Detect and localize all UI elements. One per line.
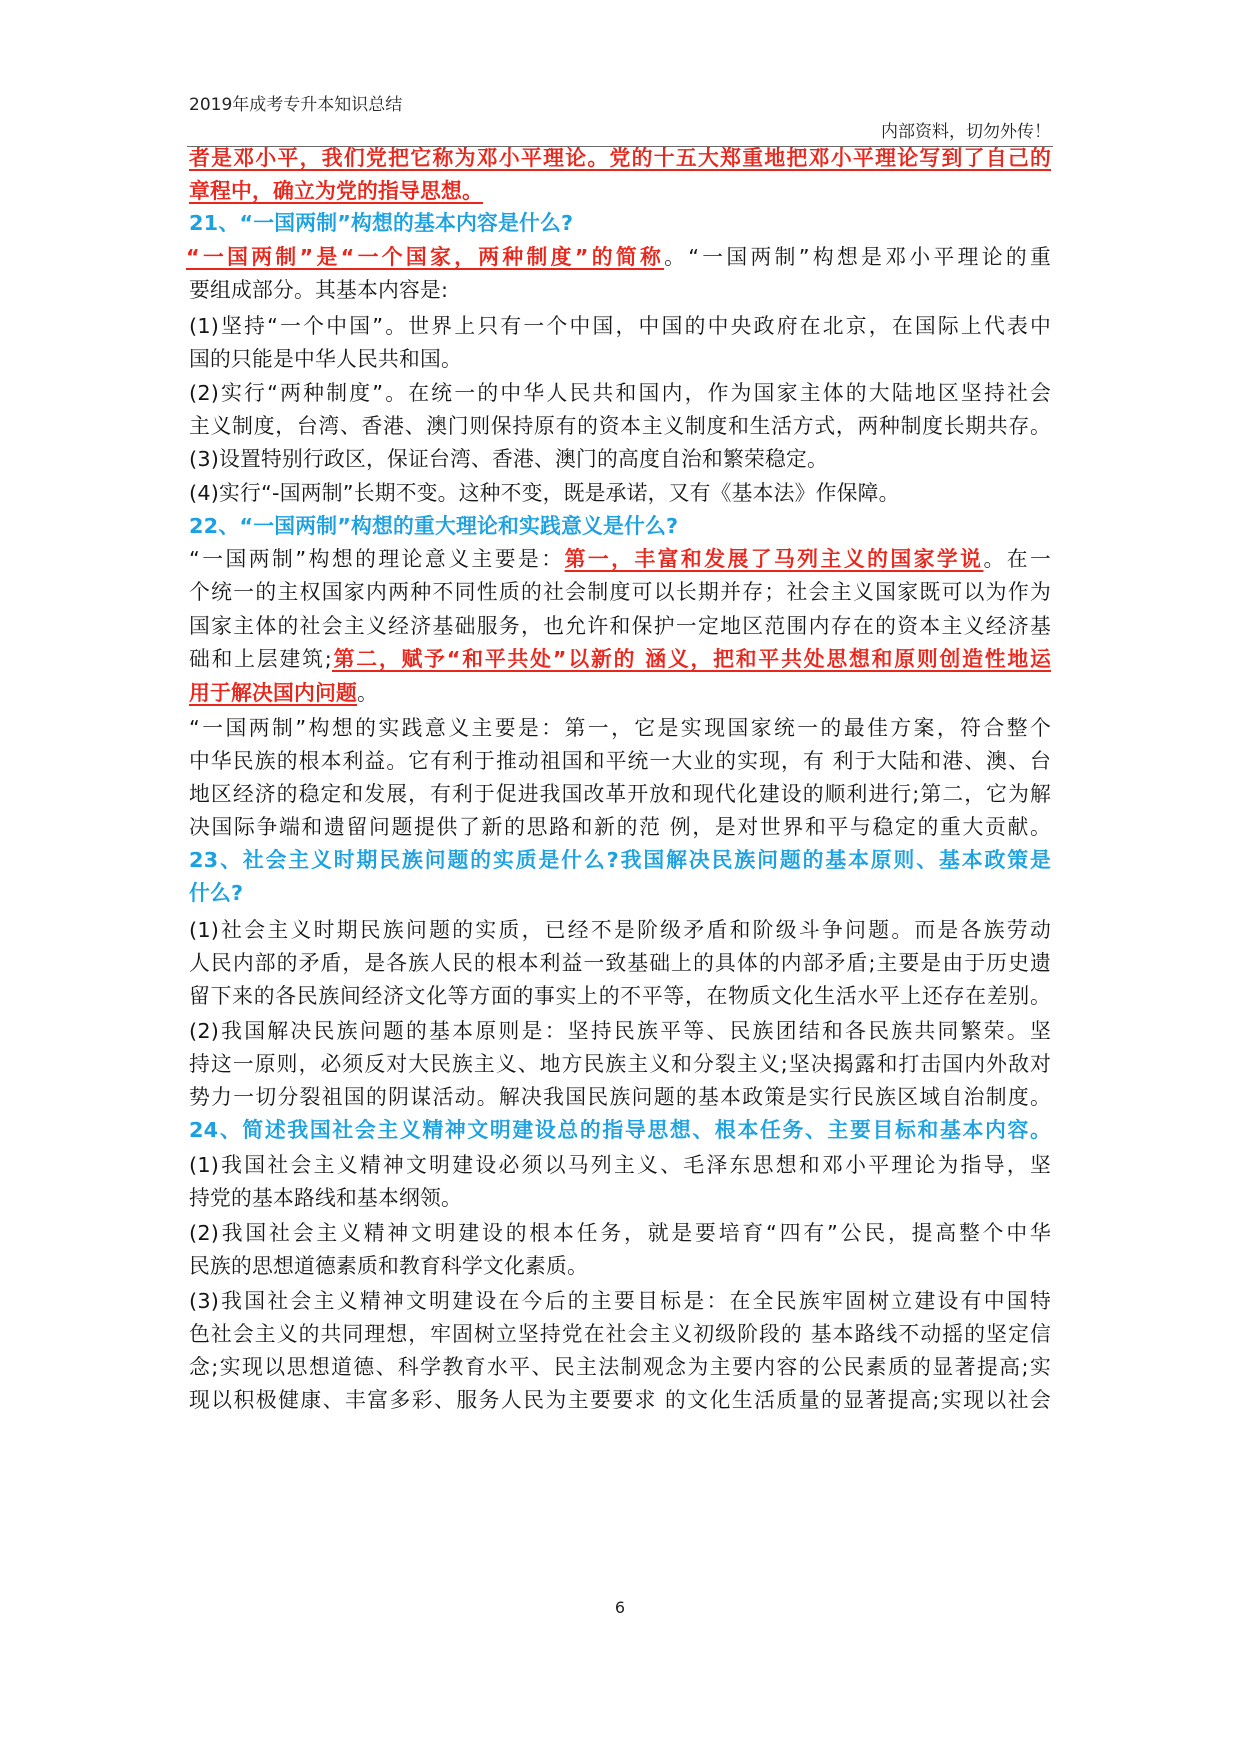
question-heading-23: 23、社会主义时期民族问题的实质是什么?我国解决民族问题的基本原则、基本政策是 [189, 848, 1051, 872]
question-heading-22: 22、“一国两制”构想的重大理论和实践意义是什么? [189, 514, 679, 538]
body-line: 国的只能是中华人民共和国。 [189, 347, 462, 371]
question-heading-23-cont: 什么? [189, 881, 244, 905]
list-item: (1)我国社会主义精神文明建设必须以马列主义、毛泽东思想和邓小平理论为指导，坚 [189, 1153, 1051, 1177]
page-number: 6 [614, 1598, 626, 1617]
red-emphasis: 第二，赋予“和平共处”以新的 涵义，把和平共处思想和原则创造性地运 [332, 647, 1051, 671]
list-item: (1)坚持“一个中国”。世界上只有一个中国，中国的中央政府在北京，在国际上代表中 [189, 314, 1051, 338]
red-emphasis: 用于解决国内问题 [189, 681, 357, 705]
body-line: 持党的基本路线和基本纲领。 [189, 1186, 462, 1210]
body-line: 决国际争端和遗留问题提供了新的思路和新的范 例，是对世界和平与稳定的重大贡献。 [189, 815, 1051, 839]
list-item: (2)我国社会主义精神文明建设的根本任务，就是要培育“四有”公民，提高整个中华 [189, 1221, 1051, 1245]
body-line: 础和上层建筑;第二，赋予“和平共处”以新的 涵义，把和平共处思想和原则创造性地运 [189, 647, 1051, 671]
list-item: (4)实行“-国两制”长期不变。这种不变，既是承诺，又有《基本法》作保障。 [189, 481, 900, 505]
body-line: 主义制度，台湾、香港、澳门则保持原有的资本主义制度和生活方式，两种制度长期共存。 [189, 414, 1051, 438]
body-line: 要组成部分。其基本内容是: [189, 278, 449, 302]
red-emphasis: 第一，丰富和发展了马列主义的国家学说 [564, 547, 984, 571]
body-line: 色社会主义的共同理想，牢固树立坚持党在社会主义初级阶段的 基本路线不动摇的坚定信 [189, 1322, 1051, 1346]
body-line: “一国两制”构想的理论意义主要是：第一，丰富和发展了马列主义的国家学说。在一 [189, 547, 1051, 571]
body-line: 民族的思想道德素质和教育科学文化素质。 [189, 1254, 588, 1278]
body-line: 个统一的主权国家内两种不同性质的社会制度可以长期并存；社会主义国家既可以为作为 [189, 580, 1051, 604]
body-line: 念;实现以思想道德、科学教育水平、民主法制观念为主要内容的公民素质的显著提高;实 [189, 1355, 1051, 1379]
question-heading-24: 24、简述我国社会主义精神文明建设总的指导思想、根本任务、主要目标和基本内容。 [189, 1118, 1051, 1142]
list-item: (1)社会主义时期民族问题的实质，已经不是阶级矛盾和阶级斗争问题。而是各族劳动 [189, 918, 1051, 942]
body-line [189, 140, 1051, 176]
body-line: 地区经济的稳定和发展，有利于促进我国改革开放和现代化建设的顺利进行;第二，它为解 [189, 782, 1051, 806]
body-line: “一国两制”构想的实践意义主要是：第一，它是实现国家统一的最佳方案，符合整个 [189, 716, 1051, 740]
body-line: “一国两制”是“一个国家，两种制度”的简称。“一国两制”构想是邓小平理论的重 [186, 245, 1051, 269]
question-heading-21: 21、“一国两制”构想的基本内容是什么? [189, 211, 574, 235]
confidential-notice: 内部资料，切勿外传！ [881, 122, 1051, 142]
list-item: (3)设置特别行政区，保证台湾、香港、澳门的高度自治和繁荣稳定。 [189, 447, 828, 471]
list-item: (2)实行“两种制度”。在统一的中华人民共和国内，作为国家主体的大陆地区坚持社会 [189, 381, 1051, 405]
body-line: 现以积极健康、丰富多彩、服务人民为主要要求 的文化生活质量的显著提高;实现以社会 [189, 1388, 1051, 1412]
body-line: 用于解决国内问题。 [189, 681, 378, 705]
body-line [189, 173, 483, 209]
red-emphasis: “一国两制”是“一个国家，两种制度”的简称 [186, 245, 665, 269]
body-line: 中华民族的根本利益。它有利于推动祖国和平统一大业的实现，有 利于大陆和港、澳、台 [189, 749, 1051, 773]
list-item: (2)我国解决民族问题的基本原则是：坚持民族平等、民族团结和各民族共同繁荣。坚 [189, 1019, 1051, 1043]
body-line: 势力一切分裂祖国的阴谋活动。解决我国民族问题的基本政策是实行民族区域自治制度。 [189, 1085, 1051, 1109]
body-line: 持这一原则，必须反对大民族主义、地方民族主义和分裂主义;坚决揭露和打击国内外敌对 [189, 1052, 1051, 1076]
red-emphasis: 者是邓小平，我们党把它称为邓小平理论。党的十五大郑重地把邓小平理论写到了自己的 [189, 146, 1051, 170]
red-emphasis: 章程中，确立为党的指导思想。 [189, 179, 483, 203]
list-item: (3)我国社会主义精神文明建设在今后的主要目标是：在全民族牢固树立建设有中国特 [189, 1289, 1051, 1313]
body-line: 国家主体的社会主义经济基础服务，也允许和保护一定地区范围内存在的资本主义经济基 [189, 614, 1051, 638]
body-line: 留下来的各民族间经济文化等方面的事实上的不平等，在物质文化生活水平上还存在差别。 [189, 984, 1051, 1008]
running-header-title: 2019年成考专升本知识总结 [189, 95, 403, 115]
body-line: 人民内部的矛盾，是各族人民的根本利益一致基础上的具体的内部矛盾;主要是由于历史遗 [189, 951, 1051, 975]
